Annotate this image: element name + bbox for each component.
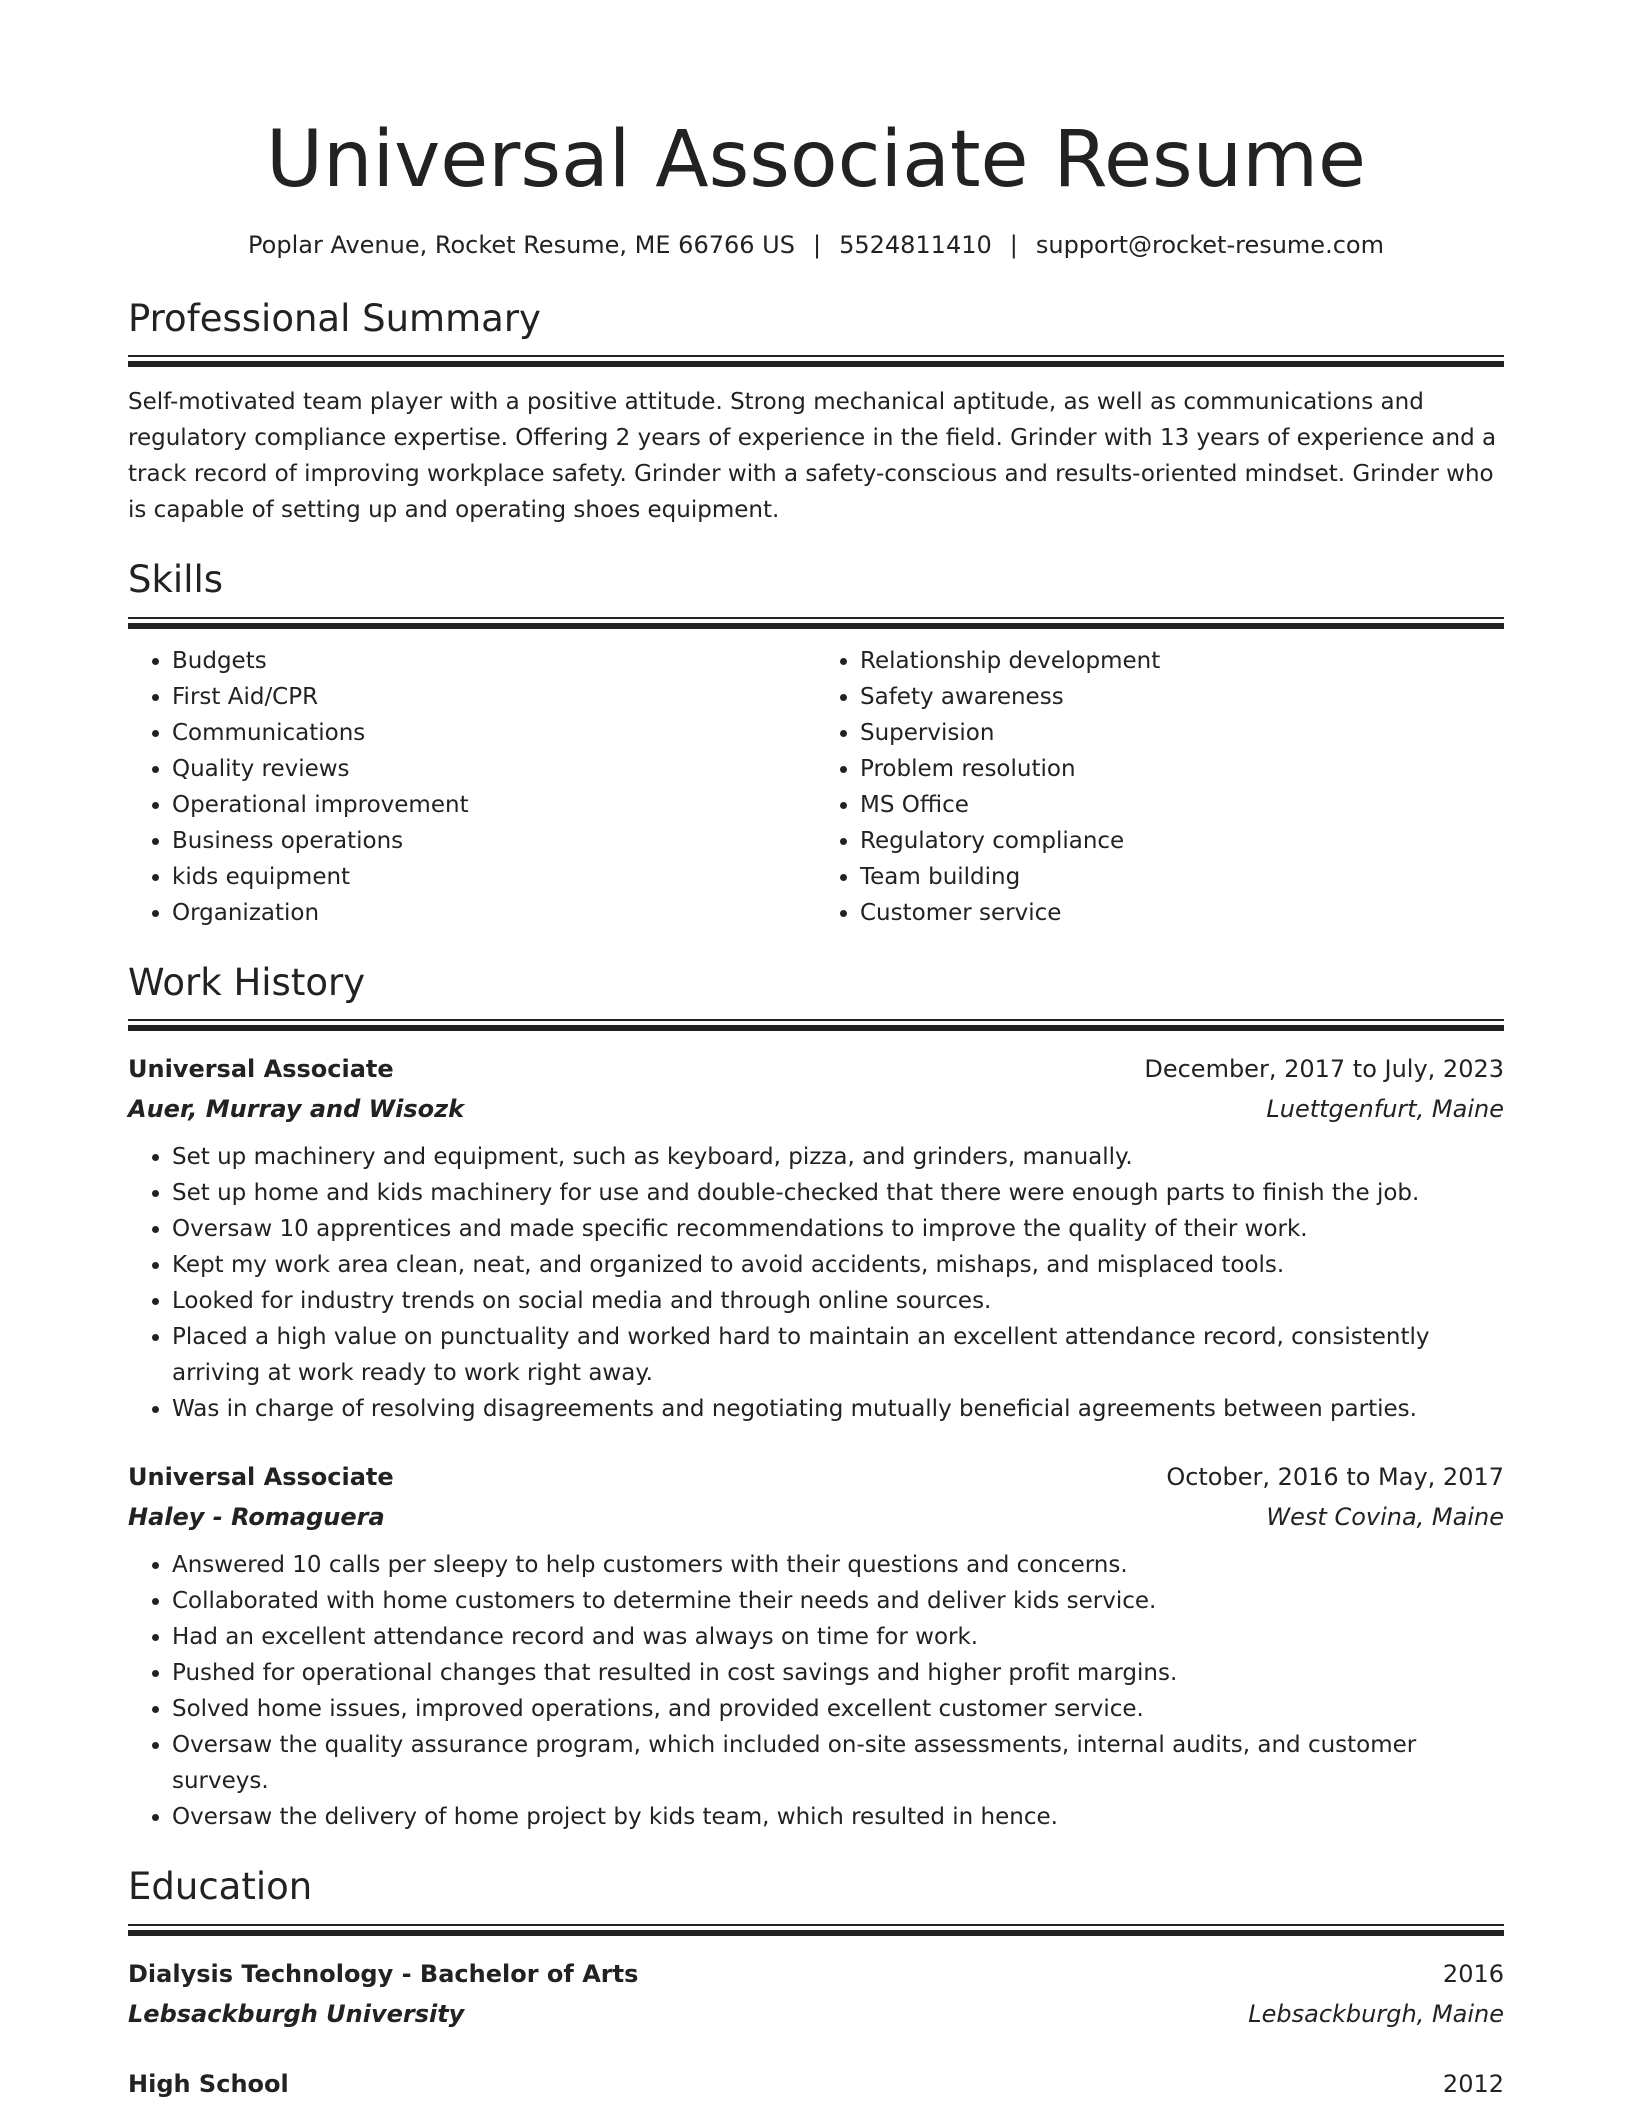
education-location: Lebsackburgh, Maine	[1248, 1999, 1504, 2028]
job-bullet: • Collaborated with home customers to determine their needs and deliver kids service.	[172, 1583, 1504, 1619]
job-dates: December, 2017 to July, 2023	[1144, 1055, 1504, 1084]
contact-email: support@rocket-resume.com	[1035, 230, 1384, 259]
section-divider	[128, 355, 1504, 367]
skill-item: • Regulatory compliance	[860, 823, 1504, 859]
job-company: Auer, Murray and Wisozk	[128, 1095, 465, 1124]
job-bullet: • Set up machinery and equipment, such as keyboard, pizza, and grinders, manually.	[172, 1139, 1504, 1175]
section-divider	[128, 617, 1504, 629]
job-bullet: • Oversaw the quality assurance program, which included on-site assessments, internal audits, and customer surveys.	[172, 1727, 1504, 1799]
skill-item: • Relationship development	[860, 643, 1504, 679]
contact-phone: 5524811410	[839, 230, 992, 259]
job-entry	[128, 1049, 1504, 1427]
skill-item: • Operational improvement	[172, 787, 816, 823]
job-bullet: • Was in charge of resolving disagreements and negotiating mutually beneficial agreements between parties.	[172, 1391, 1504, 1427]
job-bullet: • Kept my work area clean, neat, and organized to avoid accidents, mishaps, and misplaced tools.	[172, 1247, 1504, 1283]
job-bullet: • Oversaw 10 apprentices and made specific recommendations to improve the quality of their work.	[172, 1211, 1504, 1247]
skill-item: • Safety awareness	[860, 679, 1504, 715]
section-title-skills: Skills	[128, 558, 224, 602]
skill-item: • kids equipment	[172, 859, 816, 895]
job-dates: October, 2016 to May, 2017	[1166, 1463, 1504, 1492]
education-school: Lebsackburgh University	[128, 1999, 465, 2028]
section-title-education: Education	[128, 1865, 313, 1909]
job-bullet: • Had an excellent attendance record and was always on time for work.	[172, 1619, 1504, 1655]
job-title: Universal Associate	[128, 1463, 394, 1492]
skill-item: • Quality reviews	[172, 751, 816, 787]
work-history-section	[128, 961, 1504, 1835]
skills-columns	[128, 643, 1504, 931]
summary-text: Self-motivated team player with a positive attitude. Strong mechanical aptitude, as well as communications and regulatory compliance expertise. Offering 2 years of experience in the field. Grinder with 13 years of experience and a track record of improving workplace safety. Grinder with a safety-conscious and results-oriented mindset. Grinder who is capable of setting up and operating shoes equipment.	[128, 389, 1497, 524]
skill-item: • Customer service	[860, 895, 1504, 931]
section-divider	[128, 1924, 1504, 1936]
skill-item: • MS Office	[860, 787, 1504, 823]
skill-item: • Team building	[860, 859, 1504, 895]
job-bullet: • Solved home issues, improved operations, and provided excellent customer service.	[172, 1691, 1504, 1727]
job-bullet: • Looked for industry trends on social media and through online sources.	[172, 1283, 1504, 1319]
section-title-work-history: Work History	[128, 960, 366, 1004]
education-school-row	[128, 1994, 1504, 2034]
skill-item: • First Aid/CPR	[172, 679, 816, 715]
skill-item: • Business operations	[172, 823, 816, 859]
job-location: West Covina, Maine	[1266, 1503, 1504, 1532]
skill-item: • Problem resolution	[860, 751, 1504, 787]
job-bullet: • Answered 10 calls per sleepy to help customers with their questions and concerns.	[172, 1547, 1504, 1583]
job-location: Luettgenfurt, Maine	[1266, 1095, 1504, 1124]
education-header-row	[128, 2064, 1504, 2104]
skill-item: • Communications	[172, 715, 816, 751]
job-title: Universal Associate	[128, 1055, 394, 1084]
resume-name: Universal Associate Resume	[265, 115, 1367, 205]
skill-item: • Organization	[172, 895, 816, 931]
skill-item: • Supervision	[860, 715, 1504, 751]
job-bullet: • Placed a high value on punctuality and worked hard to maintain an excellent attendance record, consistently arriving at work ready to work right away.	[172, 1319, 1504, 1391]
job-bullet: • Oversaw the delivery of home project by kids team, which resulted in hence.	[172, 1799, 1504, 1835]
job-bullet: • Set up home and kids machinery for use and double-checked that there were enough parts to finish the job.	[172, 1175, 1504, 1211]
education-entry	[128, 2064, 1504, 2104]
job-company-row	[128, 1089, 1504, 1129]
job-header-row	[128, 1049, 1504, 1089]
contact-separator: |	[812, 230, 822, 259]
job-header-row	[128, 1457, 1504, 1497]
education-year: 2012	[1442, 2069, 1504, 2098]
job-bullets	[128, 1139, 1504, 1427]
education-entry	[128, 1954, 1504, 2034]
skills-list-left	[128, 643, 816, 931]
section-title-summary: Professional Summary	[128, 296, 541, 340]
job-company-row	[128, 1497, 1504, 1537]
skill-item: • Budgets	[172, 643, 816, 679]
education-year: 2016	[1442, 1959, 1504, 1988]
education-degree: Dialysis Technology - Bachelor of Arts	[128, 1959, 639, 1988]
contact-address: Poplar Avenue, Rocket Resume, ME 66766 US	[248, 230, 795, 259]
education-section	[128, 1865, 1504, 2103]
contact-line	[128, 230, 1504, 261]
skills-list-right	[816, 643, 1504, 931]
education-degree: High School	[128, 2069, 289, 2098]
summary-section	[128, 297, 1504, 528]
job-bullet: • Pushed for operational changes that resulted in cost savings and higher profit margins.	[172, 1655, 1504, 1691]
job-company: Haley - Romaguera	[128, 1503, 385, 1532]
job-entry	[128, 1457, 1504, 1835]
job-bullets	[128, 1547, 1504, 1835]
section-divider	[128, 1019, 1504, 1031]
education-header-row	[128, 1954, 1504, 1994]
skills-section	[128, 558, 1504, 930]
contact-separator: |	[1009, 230, 1018, 259]
